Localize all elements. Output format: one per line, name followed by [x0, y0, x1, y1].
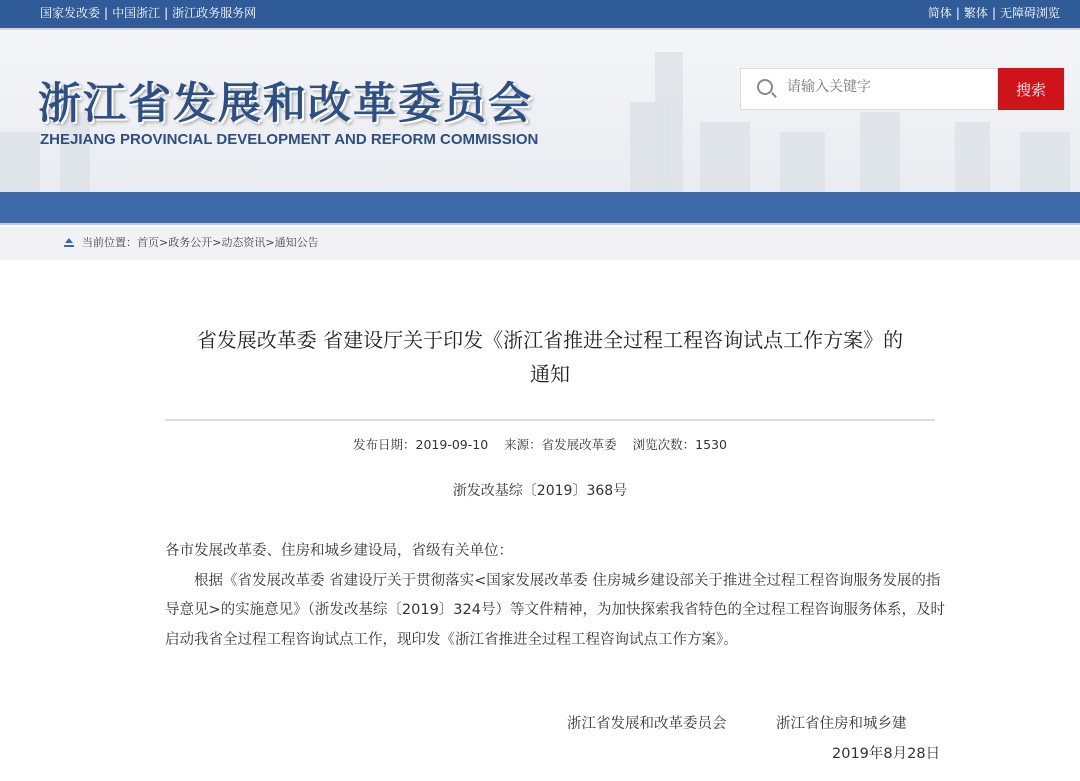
view-count: 浏览次数：1530: [632, 437, 727, 452]
breadcrumb: [0, 227, 1080, 260]
nav-bar: [0, 192, 1080, 225]
header-banner: [0, 28, 1080, 192]
article-body: [165, 537, 945, 655]
salutation: 各市发展改革委、住房和城乡建设局，省级有关单位：: [165, 543, 513, 559]
link-gov-service[interactable]: 浙江政务服务网: [172, 6, 257, 20]
link-ndrc[interactable]: 国家发改委: [40, 6, 101, 20]
title-line-2: 通知: [530, 362, 570, 386]
top-bar: [0, 0, 1080, 28]
signer-housing: 浙江省住房和城乡建: [776, 716, 907, 732]
divider: [165, 419, 935, 421]
link-traditional[interactable]: 繁体: [963, 6, 988, 20]
search-button[interactable]: 搜索: [998, 68, 1064, 110]
breadcrumb-text[interactable]: 当前位置：首页>政务公开>动态资讯>通知公告: [82, 236, 319, 249]
site-logo-subtitle: ZHEJIANG PROVINCIAL DEVELOPMENT AND REFORM COMMISSION: [40, 131, 539, 148]
title-line-1: 省发展改革委 省建设厅关于印发《浙江省推进全过程工程咨询试点工作方案》的: [196, 328, 904, 352]
search-icon: [757, 79, 773, 95]
search-box: [740, 68, 998, 110]
source: 来源：省发展改革委: [504, 437, 617, 452]
link-simplified[interactable]: 简体: [927, 6, 952, 20]
site-logo-title[interactable]: 浙江省发展和改革委员会: [38, 79, 533, 129]
top-links-left: 国家发改委 | 中国浙江 | 浙江政务服务网: [40, 6, 257, 20]
link-accessibility[interactable]: 无障碍浏览: [999, 6, 1060, 20]
signer-ndrc: 浙江省发展和改革委员会: [567, 716, 727, 732]
sign-date: 2019年8月28日: [832, 746, 941, 762]
body-paragraph: 根据《省发展改革委 省建设厅关于贯彻落实<国家发展改革委 住房城乡建设部关于推进全过程工程咨询服务发展的指导意见>的实施意见》（浙发改基综〔2019〕324号）等文件精神，为加快探索我省特色的全过程工程咨询服务体系，及时启动我省全过程工程咨询试点工作，现印发《浙江省推进全过程工程咨询试点工作方案》。: [165, 572, 945, 648]
link-zhejiang[interactable]: 中国浙江: [112, 6, 161, 20]
article-title: [150, 323, 950, 391]
publish-date: 发布日期：2019-09-10: [353, 437, 489, 452]
article-meta: [0, 435, 1080, 453]
search-input[interactable]: [787, 79, 987, 95]
document-number: 浙发改基综〔2019〕368号: [452, 483, 628, 499]
top-links-right: 简体 | 繁体 | 无障碍浏览: [927, 6, 1060, 20]
home-icon: [64, 238, 74, 247]
